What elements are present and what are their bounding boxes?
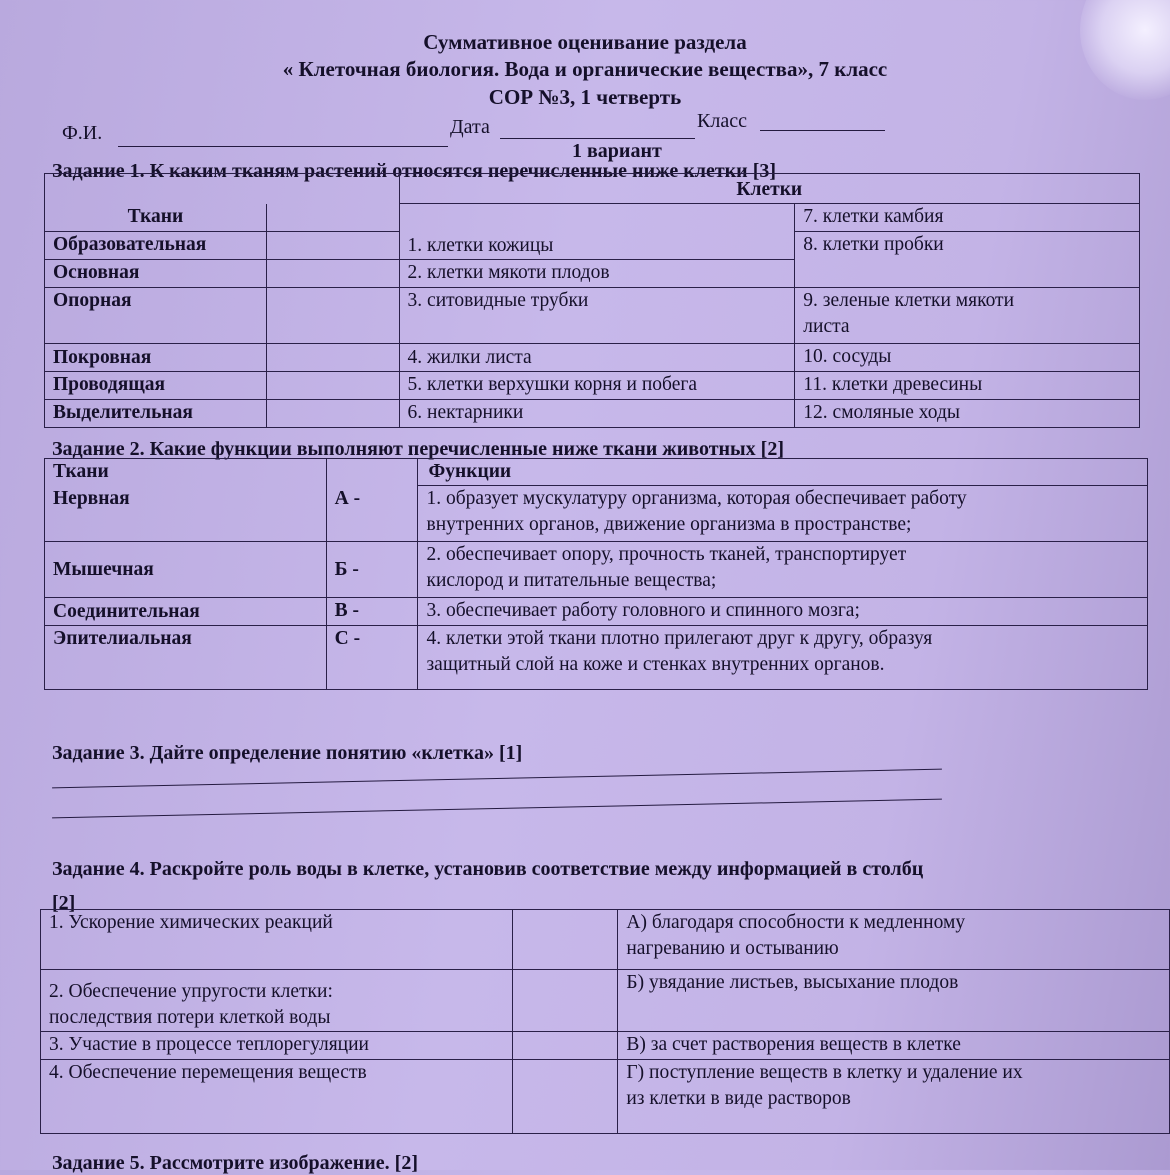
water-role: 3. Участие в процессе теплорегуляции [41,1032,513,1060]
task4-score: [2] [52,892,76,914]
answer-cell[interactable] [512,1060,618,1134]
cell-item: 8. клетки пробки [795,232,1140,288]
class-field[interactable] [760,130,885,131]
tissue-row: Покровная [45,344,267,372]
cell-item: 3. ситовидные трубки [399,288,795,344]
task2-col-functions: Функции [418,459,1148,486]
animal-tissue: Соединительная [45,598,327,626]
header-title-line1: Суммативное оценивание раздела [423,30,747,54]
cell-item: 1. клетки кожицы [399,204,795,260]
cell-item: 2. клетки мякоти плодов [399,260,795,288]
task3-title: Задание 3. Дайте определение понятию «клетка» [1] [52,742,523,764]
tissue-row: Проводящая [45,372,267,400]
water-option: В) за счет растворения веществ в клетке [618,1032,1170,1060]
water-option: А) благодаря способности к медленному нагреванию и остыванию [618,910,1170,970]
function-item: 1. образует мускулатуру организма, которая обеспечивает работу внутренних органов, движение организма в пространстве; [418,486,1148,542]
task5-title: Задание 5. Рассмотрите изображение. [2] [52,1152,419,1174]
answer-cell[interactable] [512,910,618,970]
animal-tissue: Мышечная [45,542,327,598]
header-title-line2: « Клеточная биология. Вода и органические вещества», 7 класс [282,57,888,81]
answer-cell[interactable] [266,260,399,288]
water-option: Г) поступление веществ в клетку и удаление их из клетки в виде растворов [618,1060,1170,1134]
answer-cell[interactable] [512,970,618,1032]
cell-item: 7. клетки камбия [795,204,1140,232]
task4-table [40,909,1170,1134]
answer-letter[interactable]: А - [326,486,418,542]
task2-title: Задание 2. Какие функции выполняют перечисленные ниже ткани животных [2] [52,438,784,460]
cell-item: 10. сосуды [795,344,1140,372]
animal-tissue: Нервная [45,486,327,542]
task1-table [44,173,1140,428]
tissue-row: Образовательная [45,232,267,260]
water-role: 4. Обеспечение перемещения веществ [41,1060,513,1134]
date-label: Дата [450,116,490,138]
fio-label: Ф.И. [62,122,103,144]
answer-cell[interactable] [266,232,399,260]
variant-label: 1 вариант [572,140,662,162]
cell-item: 4. жилки листа [399,344,795,372]
cell-item-multiline: 9. зеленые клетки мякоти листа [795,288,1140,344]
task2-table [44,458,1148,690]
task3-answer-line-2[interactable] [52,799,942,819]
task3-answer-line-1[interactable] [52,769,942,789]
cell-item: 11. клетки древесины [795,372,1140,400]
task1-title: Задание 1. К каким тканям растений относятся перечисленные ниже клетки [3] [52,160,777,182]
fio-field[interactable] [118,146,448,147]
class-label: Класс [697,110,747,132]
task2-col-tissues: Ткани [45,459,327,486]
cell-item: 6. нектарники [399,400,795,428]
function-item: 2. обеспечивает опору, прочность тканей, транспортирует кислород и питательные вещества; [418,542,1148,598]
answer-letter[interactable]: В - [326,598,418,626]
water-role: 1. Ускорение химических реакций [41,910,513,970]
answer-letter[interactable]: С - [326,626,418,690]
answer-cell[interactable] [266,400,399,428]
answer-cell[interactable] [512,1032,618,1060]
function-item: 4. клетки этой ткани плотно прилегают друг к другу, образуя защитный слой на коже и стенках внутренних органов. [418,626,1148,690]
cell-item: 5. клетки верхушки корня и побега [399,372,795,400]
tissue-row: Основная [45,260,267,288]
date-field[interactable] [500,138,695,139]
tissue-row: Опорная [45,288,267,344]
answer-cell[interactable] [266,344,399,372]
header-title-line3: СОР №3, 1 четверть [488,85,682,109]
water-role: 2. Обеспечение упругости клетки: последствия потери клеткой воды [41,970,513,1032]
answer-cell[interactable] [266,372,399,400]
task4-title: Задание 4. Раскройте роль воды в клетке, установив соответствие между информацией в столбц [52,858,924,880]
answer-letter[interactable]: Б - [326,542,418,598]
task1-col-tissues: Ткани [45,204,267,232]
water-option: Б) увядание листьев, высыхание плодов [618,970,1170,1032]
animal-tissue: Эпителиальная [45,626,327,690]
tissue-row: Выделительная [45,400,267,428]
task1-col-cells: Клетки [399,174,1139,204]
cell-item: 12. смоляные ходы [795,400,1140,428]
function-item: 3. обеспечивает работу головного и спинного мозга; [418,598,1148,626]
answer-cell[interactable] [266,288,399,344]
